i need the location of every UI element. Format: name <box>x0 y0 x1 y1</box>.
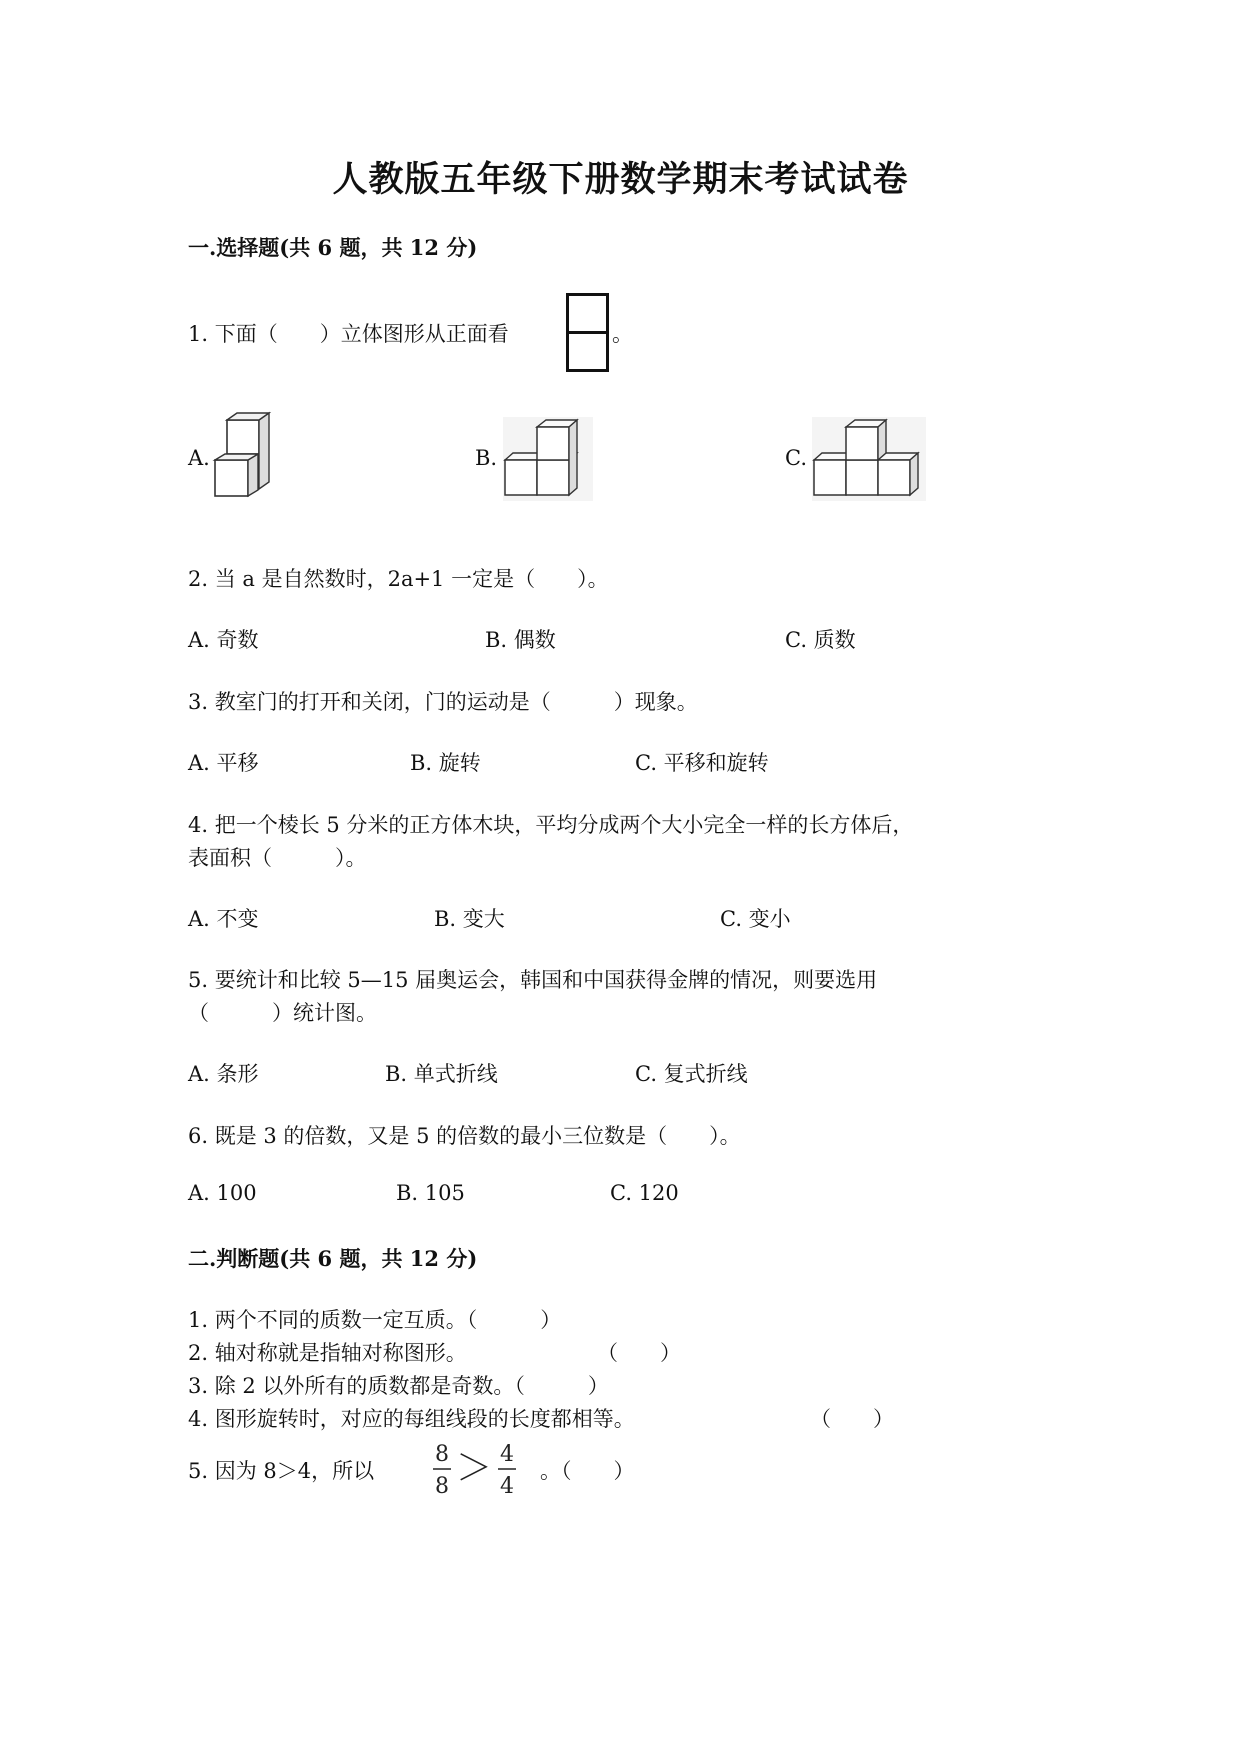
judgement-item-2: 2. 轴对称就是指轴对称图形。 <box>188 1341 467 1365</box>
question-5-line-2: （ ）统计图。 <box>188 1001 377 1025</box>
q2-option-b: B. 偶数 <box>485 628 556 652</box>
q1-option-b-figure <box>503 417 593 501</box>
judgement-item-2-paren: （ ） <box>597 1341 681 1365</box>
question-3-text: 3. 教室门的打开和关闭，门的运动是（ ）现象。 <box>188 690 698 714</box>
judgement-item-1: 1. 两个不同的质数一定互质。（ ） <box>188 1308 562 1332</box>
page-title: 人教版五年级下册数学期末考试试卷 <box>332 159 909 200</box>
fraction-1-denominator: 8 <box>435 1474 449 1499</box>
q5-option-a: A. 条形 <box>188 1062 259 1086</box>
question-4-line-2: 表面积（ ）。 <box>188 846 367 870</box>
judgement-item-5-suffix: 。（ ） <box>540 1459 635 1483</box>
front-view-figure <box>566 293 610 373</box>
q1-option-a-label: A. <box>188 446 210 470</box>
fraction-2-denominator: 4 <box>500 1474 514 1499</box>
q6-option-c: C. 120 <box>610 1181 679 1205</box>
question-6-text: 6. 既是 3 的倍数，又是 5 的倍数的最小三位数是（ ）。 <box>188 1124 741 1148</box>
question-1-suffix: 。 <box>612 322 633 346</box>
q5-option-c: C. 复式折线 <box>635 1062 748 1086</box>
fraction-2-numerator: 4 <box>500 1442 514 1467</box>
q3-option-c: C. 平移和旋转 <box>635 751 769 775</box>
q6-option-b: B. 105 <box>396 1181 465 1205</box>
q2-option-a: A. 奇数 <box>188 628 259 652</box>
section-heading-judgement: 二.判断题(共 6 题，共 12 分) <box>188 1246 478 1271</box>
q5-option-b: B. 单式折线 <box>385 1062 498 1086</box>
judgement-item-5: 5. 因为 8＞4，所以 <box>188 1459 375 1483</box>
fraction-1-numerator: 8 <box>435 1442 449 1467</box>
q1-option-b-label: B. <box>475 446 498 470</box>
judgement-item-4-paren: （ ） <box>810 1407 894 1431</box>
q2-option-c: C. 质数 <box>785 628 856 652</box>
question-5-line-1: 5. 要统计和比较 5—15 届奥运会，韩国和中国获得金牌的情况，则要选用 <box>188 968 878 992</box>
q1-option-c-figure <box>812 417 926 501</box>
greater-than-sign: ＞ <box>455 1448 493 1489</box>
q4-option-b: B. 变大 <box>434 907 505 931</box>
question-2-text: 2. 当 a 是自然数时，2a+1 一定是（ ）。 <box>188 567 609 591</box>
q4-option-a: A. 不变 <box>188 907 259 931</box>
section-heading-choice: 一.选择题(共 6 题，共 12 分) <box>188 235 478 260</box>
q1-option-c-label: C. <box>785 446 807 470</box>
question-1-text: 1. 下面（ ）立体图形从正面看 <box>188 322 509 346</box>
judgement-item-4: 4. 图形旋转时，对应的每组线段的长度都相等。 <box>188 1407 635 1431</box>
q3-option-b: B. 旋转 <box>410 751 481 775</box>
q6-option-a: A. 100 <box>188 1181 257 1205</box>
q1-option-a-figure <box>212 405 284 501</box>
question-4-line-1: 4. 把一个棱长 5 分米的正方体木块，平均分成两个大小完全一样的长方体后， <box>188 813 914 837</box>
q4-option-c: C. 变小 <box>720 907 791 931</box>
q3-option-a: A. 平移 <box>188 751 259 775</box>
fraction-comparison <box>430 1438 520 1502</box>
judgement-item-3: 3. 除 2 以外所有的质数都是奇数。（ ） <box>188 1374 609 1398</box>
